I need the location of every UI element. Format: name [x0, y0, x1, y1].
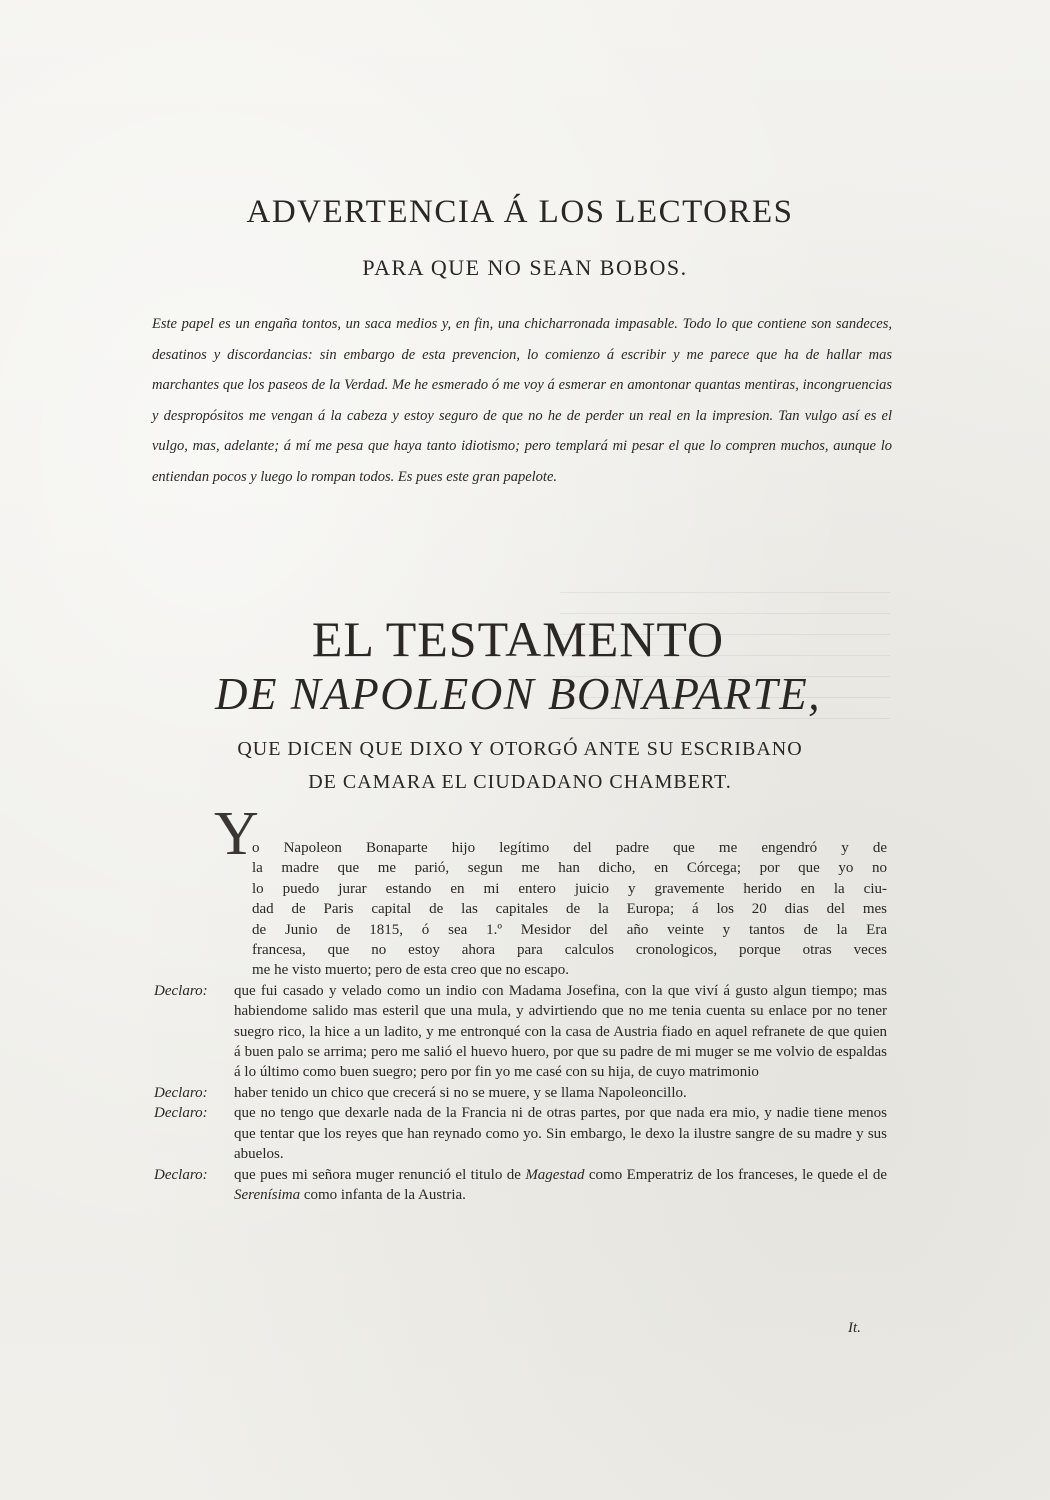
- declaration-text: que no tengo que dexarle nada de la Francia ni de otras partes, por que nada era mio, y nadie tiene menos que tentar que los reyes que han reynado como yo. Sin embargo, le dexo la ilustre sangre de su madre y sus abuelos.: [234, 1105, 887, 1163]
- catchword: It.: [848, 1320, 861, 1336]
- declaration-text-part: como infanta de la Austria.: [300, 1186, 466, 1203]
- declaration-1: [154, 981, 887, 1083]
- declaration-text: que fui casado y velado como un indio con Madama Josefina, con la que viví á gusto algun tiempo; mas habiendome salido mas esteril que una mula, y advirtiendo que no me tenia cuenta su enlace por no tener suegro rico, la hice a un ladito, y me entronqué con la casa de Austria fiado en aquel refranete de que quien á buen palo se arrima; pero me salió el huevo huero, por que su padre de mi muger se me volvio de espaldas á lo último como buen suegro; pero por fin yo me casé con su hija, de cuyo matrimonio: [234, 982, 887, 1081]
- declaration-3: [154, 1103, 887, 1164]
- declaration-label: Declaro:: [154, 1166, 208, 1183]
- warning-body-text: Este papel es un engaña tontos, un saca medios y, en fin, una chicharronada impasable. Todo lo que contiene son sandeces, desatinos y discordancias: sin embargo de esta prevencion, lo comienzo á escribir y me parece que ha de hallar mas marchantes que los paseos de la Verdad. Me he esmerado ó me voy á esmerar en amontonar quantas mentiras, incongruencias y despropósitos me vengan á la cabeza y estoy seguro de que no he de perder un real en la impresion. Tan vulgo así es el vulgo, mas, adelante; á mí me pesa que haya tanto idiotismo; pero templará mi pesar el que lo compren muchos, aunque lo entiendan pocos y luego lo rompan todos. Es pues este gran papelote.: [152, 316, 892, 485]
- declaration-text: haber tenido un chico que crecerá si no se muere, y se llama Napoleoncillo.: [234, 1084, 687, 1101]
- warning-title: ADVERTENCIA Á LOS LECTORES: [246, 194, 794, 230]
- testament-body: [154, 838, 887, 1205]
- declaration-4: [154, 1165, 887, 1206]
- intro-line: de Junio de 1815, ó sea 1.º Mesidor del año veinte y tantos de la Era: [252, 921, 887, 938]
- intro-line: francesa, que no estoy ahora para calculos cronologicos, porque otras veces: [252, 942, 887, 959]
- declaration-text: [234, 1165, 887, 1206]
- main-subtitle-line-1: QUE DICEN QUE DIXO Y OTORGÓ ANTE SU ESCRIBANO: [237, 738, 803, 760]
- drop-cap-letter: Y: [214, 800, 259, 868]
- intro-line: lo puedo jurar estando en mi entero juicio y gravemente herido en la ciu-: [252, 880, 887, 897]
- declaration-text-part: que pues mi señora muger renunció el titulo de: [234, 1166, 526, 1183]
- declaration-label: Declaro:: [154, 1084, 208, 1101]
- intro-line: me he visto muerto; pero de esta creo que no escapo.: [252, 962, 569, 979]
- declaration-2: [154, 1083, 887, 1103]
- intro-paragraph: [154, 838, 887, 981]
- main-title-name: DE NAPOLEON BONAPARTE,: [215, 669, 821, 719]
- main-title: EL TESTAMENTO: [311, 611, 725, 667]
- intro-line: o Napoleon Bonaparte hijo legítimo del padre que me engendró y de: [252, 840, 887, 856]
- declaration-label: Declaro:: [154, 982, 208, 999]
- declaration-text-italic: Serenísima: [234, 1186, 301, 1203]
- main-subtitle-line-2: DE CAMARA EL CIUDADANO CHAMBERT.: [308, 771, 732, 793]
- intro-line: la madre que me parió, segun me han dicho, en Córcega; por que yo no: [252, 860, 887, 877]
- declaration-text-italic: Magestad: [525, 1166, 585, 1183]
- intro-line: dad de Paris capital de las capitales de la Europa; á los 20 dias del mes: [252, 901, 887, 918]
- declaration-text-part: como Emperatriz de los franceses, le quede el de: [584, 1166, 887, 1183]
- warning-subtitle: PARA QUE NO SEAN BOBOS.: [362, 255, 688, 280]
- declaration-label: Declaro:: [154, 1105, 208, 1122]
